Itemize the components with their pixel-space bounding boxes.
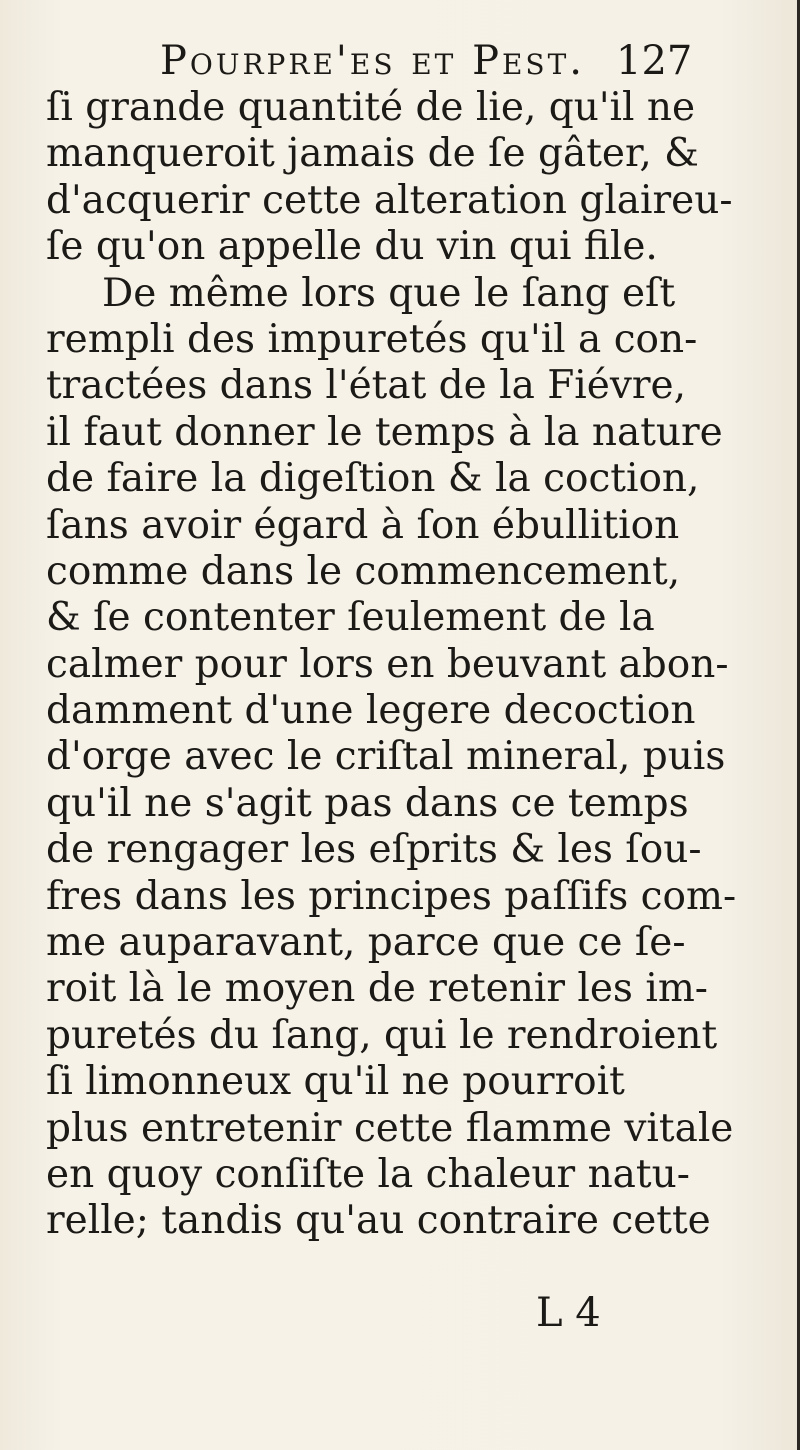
text-line: ſe qu'on appelle du vin qui file. [46,224,658,270]
text-line: d'acquerir cette alteration glaireu- [46,177,733,223]
text-line: damment d'une legere decoction [46,688,696,734]
catchword: L 4 [536,1290,601,1336]
text-line: relle; tandis qu'au contraire cette [46,1198,711,1244]
text-line: en quoy conſiſte la chaleur natu- [46,1151,690,1197]
text-line: de rengager les eſprits & les ſou- [46,827,702,873]
text-line: roit là le moyen de retenir les im- [46,966,708,1012]
text-line: calmer pour lors en beuvant abon- [46,641,729,687]
page-number: 127 [616,38,693,84]
text-line: d'orge avec le criſtal mineral, puis [46,734,726,780]
text-line: me auparavant, parce que ce ſe- [46,920,686,966]
text-line: ſans avoir égard à ſon ébullition [46,502,680,548]
body-text [46,85,766,1245]
text-line: ſi limonneux qu'il ne pourroit [46,1059,625,1105]
text-line: tractées dans l'état de la Fiévre, [46,363,686,409]
text-line: & ſe contenter ſeulement de la [46,595,655,641]
text-line: comme dans le commencement, [46,548,681,594]
text-line: qu'il ne s'agit pas dans ce temps [46,780,689,826]
text-line: il faut donner le temps à la nature [46,409,723,455]
text-line: De même lors que le ſang eſt [102,270,676,316]
text-line: fres dans les principes paſſifs com- [46,873,737,919]
text-line: de faire la digeſtion & la coction, [46,456,700,502]
text-line: plus entretenir cette flamme vitale [46,1105,734,1151]
running-head: Pourpre'es et Pest. [160,38,585,84]
text-line: rempli des impuretés qu'il a con- [46,316,698,362]
text-line: ſi grande quantité de lie, qu'il ne [46,85,696,130]
text-line: manqueroit jamais de ſe gâter, & [46,131,699,177]
text-line: puretés du ſang, qui le rendroient [46,1012,718,1058]
